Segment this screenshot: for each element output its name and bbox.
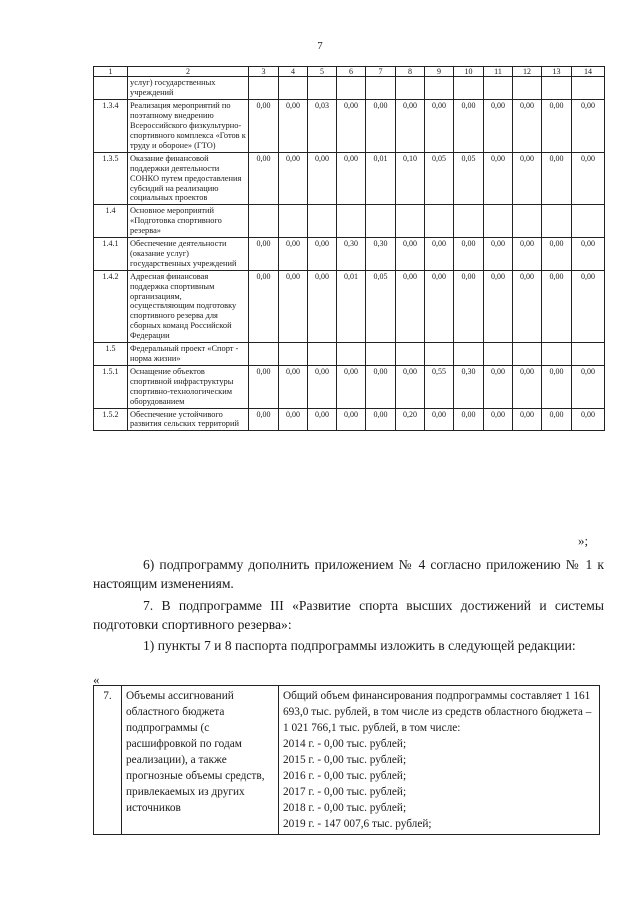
passport-label: Объемы ассигнований областного бюджета подпрограммы (с расшифровкой по годам реализации), а также прогнозные объемы средств, привлекаемых из других источников xyxy=(122,686,279,835)
passport-content xyxy=(279,686,600,835)
value-cell xyxy=(454,205,484,238)
value-cell: 0,00 xyxy=(484,100,513,153)
value-cell: 0,00 xyxy=(279,270,308,342)
value-cell: 0,00 xyxy=(484,365,513,408)
table-header-row xyxy=(94,67,605,77)
value-cell xyxy=(572,205,605,238)
table-row xyxy=(94,77,605,100)
value-cell: 0,30 xyxy=(337,238,366,271)
value-cell: 0,00 xyxy=(572,270,605,342)
value-cell: 0,03 xyxy=(308,100,337,153)
table-header-cell: 1 xyxy=(94,67,128,77)
value-cell: 0,01 xyxy=(366,152,396,205)
row-name-cell: Обеспечение устойчивого развития сельских территорий xyxy=(128,408,249,431)
value-cell xyxy=(337,77,366,100)
page-number: 7 xyxy=(317,40,323,52)
value-cell: 0,20 xyxy=(396,408,425,431)
value-cell: 0,00 xyxy=(513,152,542,205)
table-row xyxy=(94,408,605,431)
value-cell: 0,00 xyxy=(513,100,542,153)
value-cell xyxy=(366,343,396,366)
passport-year-line: 2018 г. - 0,00 тыс. рублей; xyxy=(283,802,407,814)
value-cell: 0,00 xyxy=(337,365,366,408)
table-header-cell: 4 xyxy=(279,67,308,77)
value-cell: 0,00 xyxy=(249,408,279,431)
value-cell xyxy=(366,205,396,238)
passport-row xyxy=(94,686,600,835)
value-cell: 0,00 xyxy=(542,365,572,408)
paragraph-7-1: 1) пункты 7 и 8 паспорта подпрограммы изложить в следующей редакции: xyxy=(143,638,576,653)
row-number-cell: 1.5.2 xyxy=(94,408,128,431)
value-cell: 0,00 xyxy=(572,238,605,271)
value-cell: 0,05 xyxy=(366,270,396,342)
value-cell: 0,00 xyxy=(542,408,572,431)
value-cell: 0,00 xyxy=(542,152,572,205)
value-cell: 0,00 xyxy=(513,365,542,408)
value-cell: 0,00 xyxy=(542,238,572,271)
value-cell: 0,00 xyxy=(279,238,308,271)
table-header-cell: 9 xyxy=(425,67,454,77)
value-cell: 0,00 xyxy=(249,238,279,271)
value-cell: 0,01 xyxy=(337,270,366,342)
value-cell: 0,05 xyxy=(454,152,484,205)
value-cell: 0,00 xyxy=(279,100,308,153)
row-name-cell: Обеспечение деятельности (оказание услуг) государственных учреждений xyxy=(128,238,249,271)
table-row xyxy=(94,365,605,408)
value-cell xyxy=(279,343,308,366)
value-cell: 0,00 xyxy=(396,365,425,408)
table-row xyxy=(94,100,605,153)
value-cell: 0,00 xyxy=(308,270,337,342)
value-cell xyxy=(279,77,308,100)
opening-quote: « xyxy=(93,672,100,687)
passport-year-line: 2016 г. - 0,00 тыс. рублей; xyxy=(283,770,407,782)
row-number-cell: 1.4.2 xyxy=(94,270,128,342)
value-cell: 0,00 xyxy=(425,270,454,342)
value-cell: 0,00 xyxy=(308,238,337,271)
row-name-cell: Оснащение объектов спортивной инфраструктуры спортивно-технологическим оборудованием xyxy=(128,365,249,408)
table-row xyxy=(94,270,605,342)
value-cell: 0,00 xyxy=(279,152,308,205)
row-number-cell: 1.3.5 xyxy=(94,152,128,205)
table-header-cell: 7 xyxy=(366,67,396,77)
value-cell: 0,00 xyxy=(484,270,513,342)
table-row xyxy=(94,343,605,366)
passport-row-number: 7. xyxy=(94,686,122,835)
value-cell: 0,55 xyxy=(425,365,454,408)
value-cell: 0,00 xyxy=(542,100,572,153)
value-cell: 0,00 xyxy=(572,365,605,408)
table-header-cell: 14 xyxy=(572,67,605,77)
value-cell: 0,00 xyxy=(513,238,542,271)
value-cell: 0,00 xyxy=(337,152,366,205)
table-row xyxy=(94,238,605,271)
table-row xyxy=(94,205,605,238)
value-cell: 0,00 xyxy=(308,365,337,408)
value-cell: 0,00 xyxy=(484,152,513,205)
row-name-cell: услуг) государственных учреждений xyxy=(128,77,249,100)
table-header-cell: 2 xyxy=(128,67,249,77)
indicators-table xyxy=(93,66,605,431)
value-cell: 0,00 xyxy=(249,100,279,153)
passport-year-line: 2019 г. - 147 007,6 тыс. рублей; xyxy=(283,818,432,830)
value-cell: 0,00 xyxy=(484,238,513,271)
value-cell: 0,00 xyxy=(542,270,572,342)
value-cell: 0,00 xyxy=(572,100,605,153)
row-number-cell: 1.4.1 xyxy=(94,238,128,271)
paragraph-6: 6) подпрограмму дополнить приложением № 4 согласно приложению № 1 к настоящим изменениям. xyxy=(93,557,604,591)
value-cell: 0,00 xyxy=(279,365,308,408)
value-cell xyxy=(308,77,337,100)
value-cell xyxy=(454,343,484,366)
table-header-cell: 8 xyxy=(396,67,425,77)
value-cell: 0,00 xyxy=(308,408,337,431)
value-cell: 0,00 xyxy=(249,365,279,408)
closing-quote: »; xyxy=(578,533,589,548)
value-cell: 0,00 xyxy=(454,238,484,271)
value-cell: 0,00 xyxy=(396,270,425,342)
value-cell: 0,00 xyxy=(454,100,484,153)
row-number-cell: 1.5.1 xyxy=(94,365,128,408)
value-cell xyxy=(513,77,542,100)
value-cell: 0,10 xyxy=(396,152,425,205)
value-cell xyxy=(249,77,279,100)
value-cell xyxy=(513,205,542,238)
value-cell: 0,00 xyxy=(513,408,542,431)
row-number-cell: 1.4 xyxy=(94,205,128,238)
value-cell xyxy=(572,343,605,366)
value-cell xyxy=(542,77,572,100)
value-cell xyxy=(337,205,366,238)
value-cell: 0,00 xyxy=(308,152,337,205)
passport-year-line: 2014 г. - 0,00 тыс. рублей; xyxy=(283,738,407,750)
value-cell: 0,00 xyxy=(513,270,542,342)
value-cell xyxy=(425,205,454,238)
passport-years-list xyxy=(283,736,595,832)
value-cell: 0,30 xyxy=(366,238,396,271)
passport-year-line: 2015 г. - 0,00 тыс. рублей; xyxy=(283,754,407,766)
value-cell xyxy=(308,343,337,366)
value-cell xyxy=(337,343,366,366)
value-cell: 0,00 xyxy=(425,238,454,271)
value-cell xyxy=(425,343,454,366)
value-cell: 0,00 xyxy=(249,270,279,342)
value-cell: 0,00 xyxy=(454,270,484,342)
value-cell xyxy=(454,77,484,100)
value-cell: 0,00 xyxy=(337,408,366,431)
value-cell xyxy=(249,343,279,366)
table-header-cell: 11 xyxy=(484,67,513,77)
row-name-cell: Адресная финансовая поддержка спортивным организациям, осуществляющим подготовку спортивного резерва для сборных команд Российской Федерации xyxy=(128,270,249,342)
value-cell xyxy=(484,77,513,100)
value-cell: 0,00 xyxy=(279,408,308,431)
paragraph-7: 7. В подпрограмме III «Развитие спорта высших достижений и системы подготовки спортивного резерва»: xyxy=(93,598,604,632)
value-cell: 0,00 xyxy=(572,408,605,431)
table-row xyxy=(94,152,605,205)
value-cell: 0,00 xyxy=(366,408,396,431)
value-cell: 0,00 xyxy=(572,152,605,205)
table-header-cell: 5 xyxy=(308,67,337,77)
row-name-cell: Федеральный проект «Спорт - норма жизни» xyxy=(128,343,249,366)
row-name-cell: Реализация мероприятий по поэтапному внедрению Всероссийского физкультурно-спортивного комплекса «Готов к труду и обороне» (ГТО) xyxy=(128,100,249,153)
value-cell xyxy=(366,77,396,100)
table-header-cell: 3 xyxy=(249,67,279,77)
value-cell: 0,05 xyxy=(425,152,454,205)
value-cell xyxy=(425,77,454,100)
table-header-cell: 6 xyxy=(337,67,366,77)
table-header-cell: 12 xyxy=(513,67,542,77)
value-cell xyxy=(279,205,308,238)
value-cell: 0,30 xyxy=(454,365,484,408)
value-cell xyxy=(484,205,513,238)
value-cell xyxy=(396,343,425,366)
value-cell xyxy=(513,343,542,366)
table-header-cell: 13 xyxy=(542,67,572,77)
value-cell: 0,00 xyxy=(454,408,484,431)
row-number-cell xyxy=(94,77,128,100)
value-cell: 0,00 xyxy=(425,408,454,431)
value-cell: 0,00 xyxy=(425,100,454,153)
value-cell: 0,00 xyxy=(366,100,396,153)
value-cell xyxy=(396,77,425,100)
value-cell xyxy=(542,205,572,238)
row-number-cell: 1.3.4 xyxy=(94,100,128,153)
value-cell xyxy=(308,205,337,238)
value-cell: 0,00 xyxy=(396,100,425,153)
table-header-cell: 10 xyxy=(454,67,484,77)
passport-year-line: 2017 г. - 0,00 тыс. рублей; xyxy=(283,786,407,798)
value-cell: 0,00 xyxy=(484,408,513,431)
row-name-cell: Оказание финансовой поддержки деятельности СОНКО путем предоставления субсидий на реализацию социальных проектов xyxy=(128,152,249,205)
value-cell xyxy=(484,343,513,366)
value-cell: 0,00 xyxy=(396,238,425,271)
passport-intro: Общий объем финансирования подпрограммы составляет 1 161 693,0 тыс. рублей, в том числе из средств областного бюджета – 1 021 766,1 тыс. рублей, в том числе: xyxy=(283,690,592,734)
passport-table xyxy=(93,685,600,835)
value-cell xyxy=(542,343,572,366)
value-cell xyxy=(249,205,279,238)
value-cell xyxy=(396,205,425,238)
value-cell: 0,00 xyxy=(337,100,366,153)
value-cell: 0,00 xyxy=(249,152,279,205)
row-name-cell: Основное мероприятий «Подготовка спортивного резерва» xyxy=(128,205,249,238)
row-number-cell: 1.5 xyxy=(94,343,128,366)
value-cell xyxy=(572,77,605,100)
value-cell: 0,00 xyxy=(366,365,396,408)
